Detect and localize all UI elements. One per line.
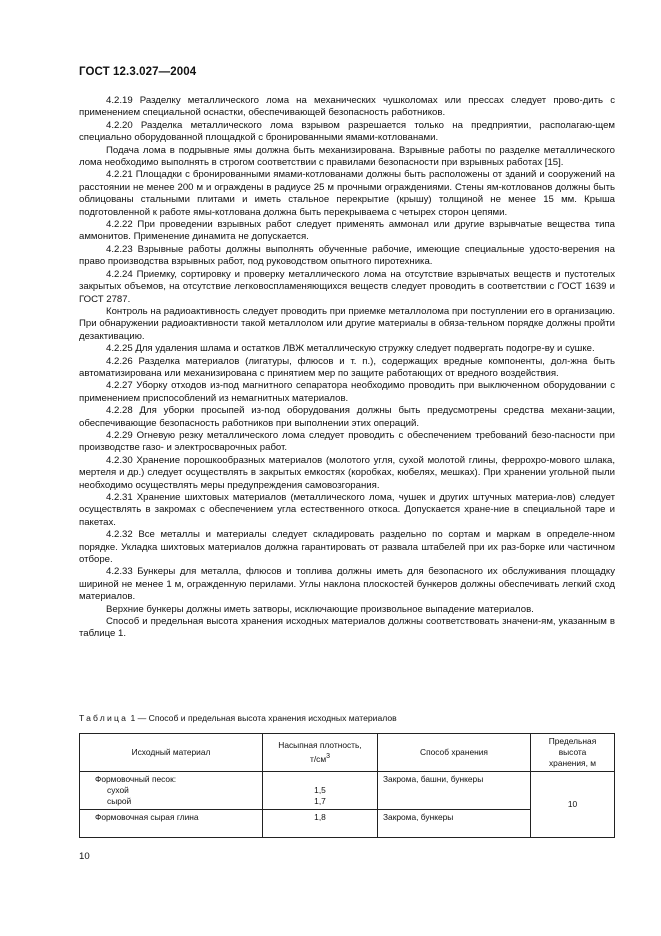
body-text bbox=[79, 95, 615, 641]
page-header-title: ГОСТ 12.3.027—2004 bbox=[79, 66, 197, 78]
paragraph-storage-table-ref: Способ и предельная высота хранения исходных материалов должны соответствовать значени-ям, указанным в таблице 1. bbox=[79, 616, 615, 640]
table-caption-text: 1 — Способ и предельная высота хранения исходных материалов bbox=[128, 713, 397, 723]
paragraph-4-2-24: 4.2.24 Приемку, сортировку и проверку металлического лома на отсутствие взрывчатых веществ и пустотелых закрытых объемов, на отсутствие легковоспламеняющихся веществ следует проводить в соответствии с ГОСТ 1639 и ГОСТ 2787. bbox=[79, 268, 615, 305]
paragraph-blasting-mechanization: Подача лома в подрывные ямы должна быть механизирована. Взрывные работы по разделке металлического лома необходимо выполнять в строгом соответствии с правилами безопасности при взрывных работах [15]. bbox=[79, 144, 615, 169]
paragraph-4-2-25: 4.2.25 Для удаления шлама и остатков ЛВЖ металлическую стружку следует подвергать подогре-ву и сушке. bbox=[106, 343, 595, 355]
paragraph-4-2-30: 4.2.30 Хранение порошкообразных материалов (молотого угля, сухой молотой глины, феррохро-мового шлака, мертеля и др.) следует осуществлять в закрытых емкостях (коробках, кюбелях, мешках). При хранении угольной пыли необходимо осуществлять меры предупреждения самовозгорания. bbox=[79, 454, 615, 491]
header-density-unit: т/см bbox=[310, 753, 327, 764]
paragraph-4-2-33: 4.2.33 Бункеры для металла, флюсов и топлива должны иметь для безопасного их обслуживания площадку шириной не менее 1 м, огражденную перилами. Углы наклона плоскостей бункеров должны обеспечивать легкий сход материалов. bbox=[79, 566, 615, 603]
cell-material bbox=[80, 810, 263, 838]
cell-max-height: 10 bbox=[531, 772, 615, 838]
material-sand-dry: сухой bbox=[107, 785, 129, 795]
cell-material bbox=[80, 772, 263, 810]
header-method: Способ хранения bbox=[378, 734, 531, 772]
paragraph-4-2-29: 4.2.29 Огневую резку металлического лома следует проводить с обеспечением требований безо-пасности при производстве газо- и электросварочных работ. bbox=[79, 429, 615, 454]
paragraph-4-2-20: 4.2.20 Разделка металлического лома взрывом разрешается только на предприятии, располагаю-щем специально оборудованной площадкой с бронированными ямами-котлованами. bbox=[79, 119, 615, 144]
paragraph-4-2-27: 4.2.27 Уборку отходов из-под магнитного сепаратора необходимо проводить при выключенном оборудовании с применением приспособлений из немагнитных материалов. bbox=[79, 380, 615, 404]
paragraph-radioactivity: Контроль на радиоактивность следует проводить при приемке металлолома при поступлении его в организацию. При обнаружении радиоактивности такой металлолом или другие материалы в обяза-тельном порядке должны пройти дезактивацию. bbox=[79, 305, 615, 342]
table-row bbox=[80, 772, 615, 810]
header-density bbox=[263, 734, 378, 772]
paragraph-4-2-31: 4.2.31 Хранение шихтовых материалов (металлического лома, чушек и других штучных материа-лов) следует осуществлять в закромах с обеспечением угла естественного откоса. Допускается хране-ние в специальной таре и пакетах. bbox=[79, 492, 615, 528]
cell-method: Закрома, бункеры bbox=[378, 810, 531, 838]
header-material: Исходный материал bbox=[80, 734, 263, 772]
paragraph-4-2-22: 4.2.22 При проведении взрывных работ следует применять аммонал или другие взрывчатые вещества типа аммонитов. Применение динамита не допускается. bbox=[79, 219, 615, 243]
cell-density bbox=[263, 772, 378, 810]
cell-method: Закрома, башни, бункеры bbox=[378, 772, 531, 810]
paragraph-4-2-19: 4.2.19 Разделку металлического лома на механических чушколомах или прессах следует прово-дить с применением специальной оснастки, обеспечивающей безопасность работников. bbox=[79, 95, 615, 119]
table-caption bbox=[79, 713, 397, 723]
material-clay: Формовочная сырая глина bbox=[95, 812, 199, 822]
paragraph-4-2-26: 4.2.26 Разделка материалов (лигатуры, флюсов и т. п.), содержащих вредные компоненты, дол-жна быть автоматизирована или механизирована с принятием мер по защите работающих от вредного воздействия. bbox=[79, 355, 615, 379]
header-height-line2: хранения, м bbox=[548, 758, 597, 768]
paragraph-4-2-28: 4.2.28 Для уборки просыпей из-под оборудования должны быть предусмотрены средства механи-зации, обеспечивающие безопасность работников при выполнении этих операций. bbox=[79, 405, 615, 429]
header-density-unit-exponent: 3 bbox=[326, 753, 330, 761]
header-height bbox=[531, 734, 615, 772]
density-dry: 1,5 bbox=[314, 785, 326, 795]
paragraph-4-2-21: 4.2.21 Площадки с бронированными ямами-котлованами должны быть расположены от зданий и сооружений на расстоянии не менее 200 м и ограждены в радиусе 25 м прочными ограждениями. Стены ям-котлованов должны быть облицованы стальными плитами и иметь стальное перекрытие (крышу) толщиной не менее 15 мм. Крыша подготовленной к работе ямы-котлована должна быть перекрываема с четырех сторон цепями. bbox=[79, 169, 615, 218]
table-header-row bbox=[80, 734, 615, 772]
header-height-line1: Предельная высота bbox=[548, 736, 597, 757]
material-sand-wet: сырой bbox=[107, 796, 132, 806]
page-number: 10 bbox=[79, 851, 90, 862]
header-density-line1: Насыпная плотность, bbox=[278, 740, 362, 751]
cell-density: 1,8 bbox=[263, 810, 378, 838]
paragraph-4-2-23: 4.2.23 Взрывные работы должны выполнять обученные рабочие, имеющие специальные удосто-верения на право производства взрывных работ, под руководством опытного пиротехника. bbox=[79, 243, 615, 268]
paragraph-4-2-32: 4.2.32 Все металлы и материалы следует складировать раздельно по сортам и маркам в определе-нном порядке. Укладка шихтовых материалов должна гарантировать от развала штабелей при их раз-борке или частичном отборе. bbox=[79, 529, 615, 566]
paragraph-upper-bunkers: Верхние бункеры должны иметь затворы, исключающие произвольное выпадение материалов. bbox=[106, 603, 534, 615]
storage-table bbox=[79, 733, 615, 838]
density-wet: 1,7 bbox=[314, 796, 326, 806]
material-sand: Формовочный песок: bbox=[95, 774, 177, 784]
table-caption-word: Таблица bbox=[79, 713, 129, 723]
